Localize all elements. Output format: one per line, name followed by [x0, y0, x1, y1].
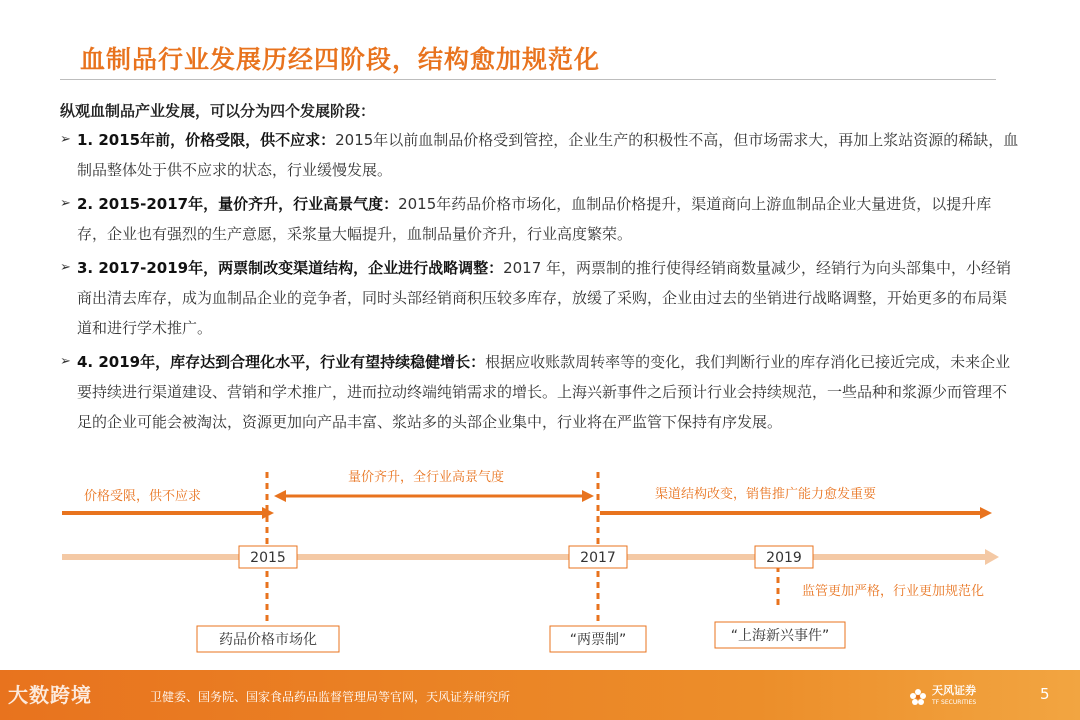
chevron-right-icon: ➢ — [60, 260, 71, 275]
phase3-label: 渠道结构改变，销售推广能力愈发重要 — [655, 487, 877, 502]
stage-heading: 2. 2015-2017年，量价齐升，行业高景气度： — [77, 195, 399, 213]
stage-body: 根据应收账款周转率等的变化，我们判断行业的库存消化已接近完成，未来企业要持续进行渠道建设、营销和学术推广，进而拉动终端纯销需求的增长。上海兴新事件之后预计行业会持续规范，一些品种和浆源少而管理不足的企业可能会被淘汰，资源更加向产品丰富、浆站多的头部企业集中，行业将在严监管下保持有序发展。 — [77, 353, 1011, 431]
phase2-arrowhead-right — [582, 490, 594, 502]
page-number: 5 — [1040, 685, 1050, 703]
source-note: 卫健委、国务院、国家食品药品监督管理局等官网，天风证券研究所 — [150, 690, 511, 704]
title-divider — [60, 79, 996, 80]
phase2-arrowhead-left — [274, 490, 286, 502]
brand-logo — [908, 683, 998, 711]
event-price-market: 药品价格市场化 — [219, 632, 317, 648]
year-2019: 2019 — [766, 550, 802, 566]
phase2-label: 量价齐升，全行业高景气度 — [348, 470, 505, 485]
stage-heading: 3. 2017-2019年，两票制改变渠道结构，企业进行战略调整： — [77, 259, 504, 277]
regulation-note: 监管更加严格，行业更加规范化 — [802, 584, 985, 599]
year-2015: 2015 — [250, 550, 286, 566]
event-two-invoice: “两票制” — [569, 632, 627, 648]
stage-body: 2015年以前血制品价格受到管控，企业生产的积极性不高，但市场需求大，再加上浆站资源的稀缺，血制品整体处于供不应求的状态，行业缓慢发展。 — [77, 131, 1019, 179]
timeline-diagram — [0, 460, 1080, 660]
year-2017: 2017 — [580, 550, 616, 566]
list-item — [60, 253, 1020, 343]
watermark: 大数跨境 — [8, 683, 92, 707]
event-shanghai-xinxing: “上海新兴事件” — [730, 628, 830, 644]
flower-icon — [908, 687, 928, 707]
brand-name: 天风证券 — [932, 684, 976, 697]
list-item — [60, 347, 1020, 437]
phase1-label: 价格受限，供不应求 — [84, 489, 202, 504]
list-item — [60, 125, 1020, 185]
time-axis-arrowhead — [985, 549, 999, 565]
chevron-right-icon: ➢ — [60, 354, 71, 369]
chevron-right-icon: ➢ — [60, 132, 71, 147]
stage-body: 2015年药品价格市场化，血制品价格提升，渠道商向上游血制品企业大量进货，以提升库存，企业也有强烈的生产意愿，采浆量大幅提升，血制品量价齐升，行业高度繁荣。 — [77, 195, 992, 243]
stage-heading: 1. 2015年前，价格受限，供不应求： — [77, 131, 336, 149]
page-title: 血制品行业发展历经四阶段，结构愈加规范化 — [80, 45, 601, 74]
stage-heading: 4. 2019年，库存达到合理化水平，行业有望持续稳健增长： — [77, 353, 486, 371]
stage-list — [60, 125, 1020, 441]
brand-sub: TF SECURITIES — [932, 699, 977, 706]
phase3-arrowhead — [980, 507, 992, 519]
list-item — [60, 189, 1020, 249]
intro-text: 纵观血制品产业发展，可以分为四个发展阶段： — [60, 102, 376, 120]
stage-body: 2017 年，两票制的推行使得经销商数量减少，经销行为向头部集中，小经销商出清去库存，成为血制品企业的竞争者，同时头部经销商积压较多库存，放缓了采购，企业由过去的坐销进行战略调整，开始更多的布局渠道和进行学术推广。 — [77, 259, 1012, 337]
chevron-right-icon: ➢ — [60, 196, 71, 211]
